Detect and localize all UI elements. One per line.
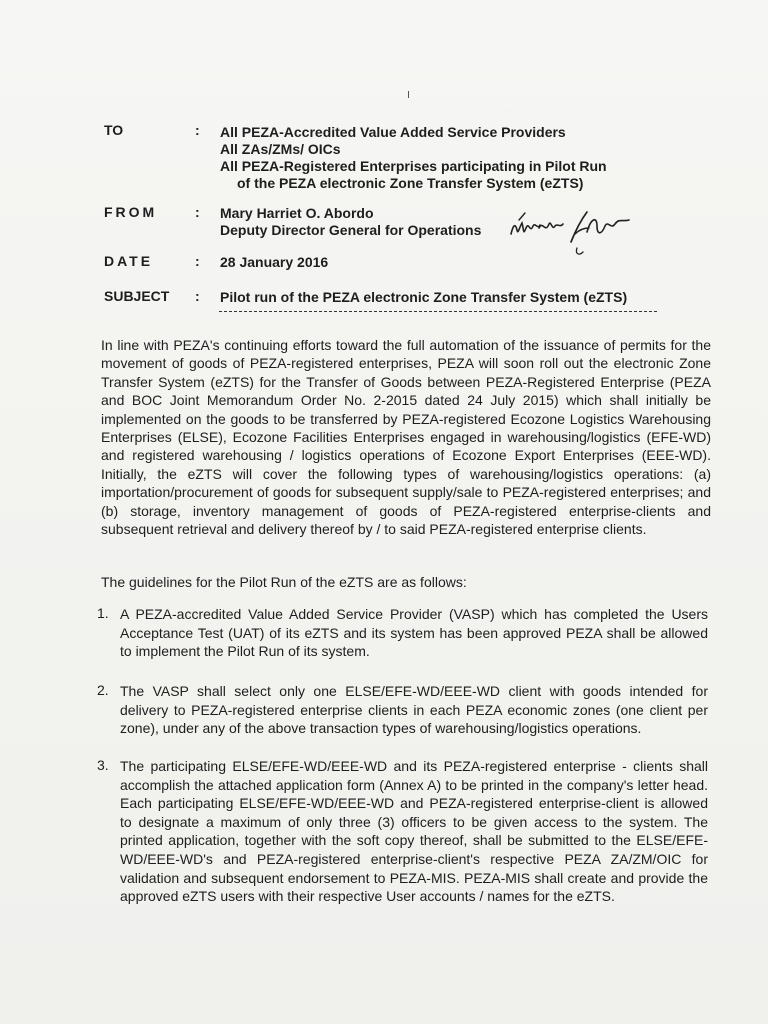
subject-underline <box>219 311 657 312</box>
to-recipients <box>220 124 607 192</box>
to-colon: : <box>195 122 200 138</box>
subject-value: Pilot run of the PEZA electronic Zone Transfer System (eZTS) <box>220 289 628 305</box>
from-title: Deputy Director General for Operations <box>220 222 482 238</box>
to-line: All PEZA-Registered Enterprises participating in Pilot Run <box>220 158 607 174</box>
scan-mark <box>408 91 409 98</box>
intro-paragraph: In line with PEZA's continuing efforts toward the full automation of the issuance of permits for the movement of goods of PEZA-registered enterprises, PEZA will soon roll out the electronic Zone Transfer System (eZTS) for the Transfer of Goods between PEZA-Registered Enterprise (PEZA and BOC Joint Memorandum Order No. 2-2015 dated 24 July 2015) which shall initially be implemented on the goods to be transferred by PEZA-registered Ecozone Logistics Warehousing Enterprises (ELSE), Ecozone Facilities Enterprises engaged in warehousing/logistics (EFE-WD) and registered warehousing / logistics operations of Ecozone Export Enterprises (EEE-WD). Initially, the eZTS will cover the following types of warehousing/logistics operations: (a) importation/procurement of goods for subsequent supply/sale to PEZA-registered enterprises; and (b) storage, inventory management of goods of PEZA-registered enterprise-clients and subsequent retrieval and delivery thereof by / to said PEZA-registered enterprise clients. <box>101 337 711 538</box>
to-line: of the PEZA electronic Zone Transfer System (eZTS) <box>237 175 584 191</box>
subject-colon: : <box>195 288 200 304</box>
date-label: DATE <box>104 253 154 269</box>
date-values <box>220 254 328 271</box>
to-line: All ZAs/ZMs/ OICs <box>220 141 341 157</box>
guidelines-intro: The guidelines for the Pilot Run of the eZTS are as follows: <box>101 574 467 590</box>
item-number: 3. <box>97 757 109 773</box>
to-label: TO <box>104 122 124 138</box>
date-value: 28 January 2016 <box>220 254 329 270</box>
item-number: 2. <box>97 682 109 698</box>
item-text: The VASP shall select only one ELSE/EFE-WD/EEE-WD client with goods intended for delivery to PEZA-registered enterprise clients in each PEZA economic zones (one client per zone), under any of the above transaction types of warehousing/logistics operations. <box>120 683 708 737</box>
to-line: All PEZA-Accredited Value Added Service Providers <box>220 124 566 140</box>
from-name: Mary Harriet O. Abordo <box>220 205 374 221</box>
signature-image <box>505 204 645 260</box>
item-number: 1. <box>97 605 109 621</box>
item-text: A PEZA-accredited Value Added Service Provider (VASP) which has completed the Users Acceptance Test (UAT) of its eZTS and its system has been approved PEZA shall be allowed to implement the Pilot Run of its system. <box>120 606 708 660</box>
item-text: The participating ELSE/EFE-WD/EEE-WD and its PEZA-registered enterprise - clients shall accomplish the attached application form (Annex A) to be printed in the company's letter head. Each participating ELSE/EFE-WD/EEE-WD and PEZA-registered enterprise-client is allowed to designate a maximum of only three (3) officers to be given access to the system. The printed application, together with the soft copy thereof, shall be submitted to the ELSE/EFE-WD/EEE-WD's and PEZA-registered enterprise-client's respective PEZA ZA/ZM/OIC for validation and subsequent endorsement to PEZA-MIS. PEZA-MIS shall create and provide the approved eZTS users with their respective User accounts / names for the eZTS. <box>120 758 708 905</box>
from-colon: : <box>195 204 200 220</box>
subject-label: SUBJECT <box>104 288 170 304</box>
from-label: FROM <box>104 204 158 220</box>
date-colon: : <box>195 253 200 269</box>
subject-values <box>220 289 627 306</box>
from-values <box>220 205 481 239</box>
